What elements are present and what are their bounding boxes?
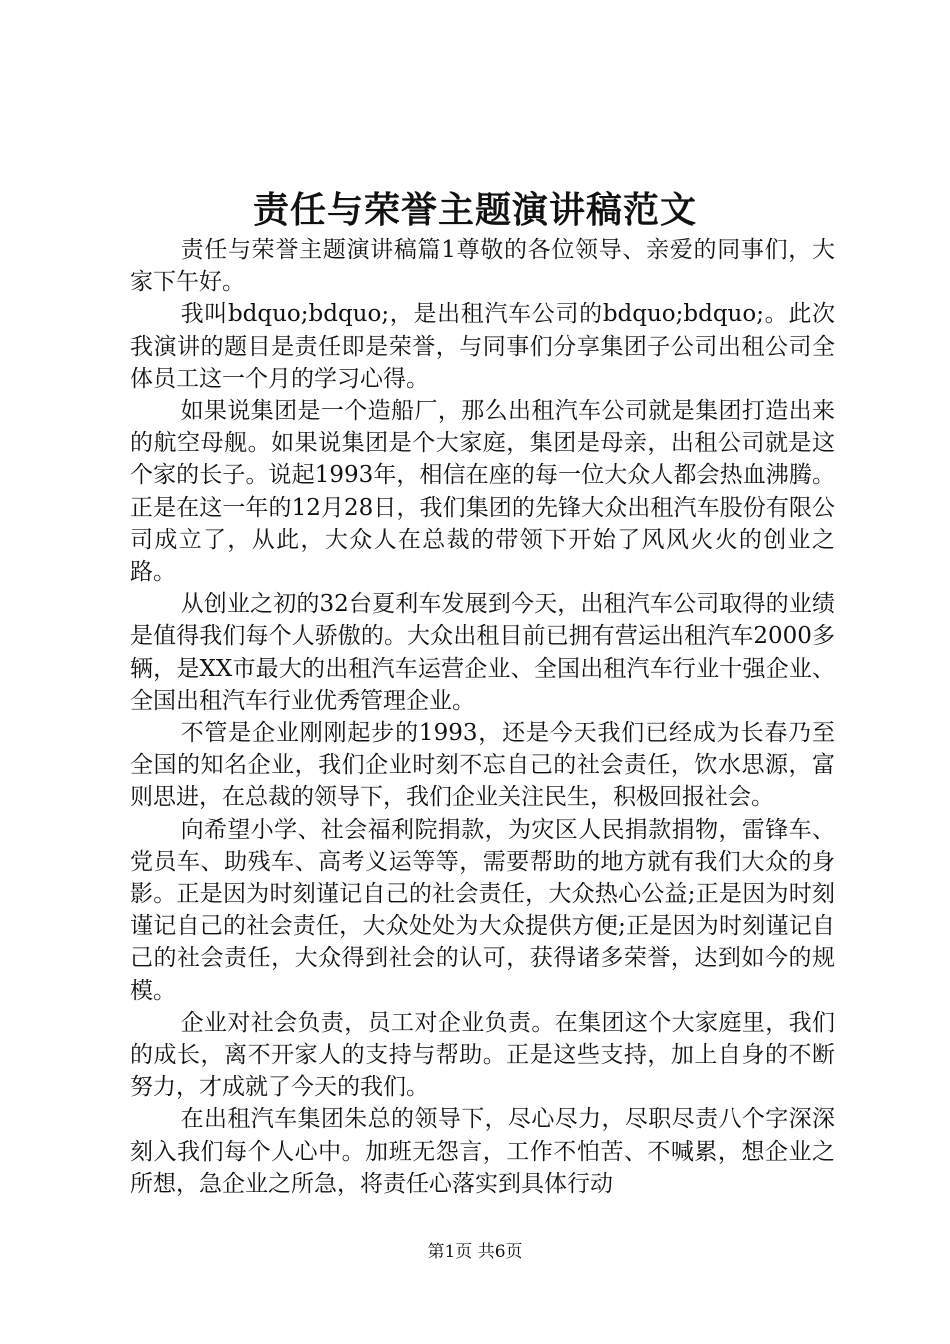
paragraph: 我叫bdquo;bdquo;，是出租汽车公司的bdquo;bdquo;。此次我演讲的题目是责任即是荣誉，与同事们分享集团子公司出租公司全体员工这一个月的学习心得。: [130, 301, 835, 392]
paragraph: 不管是企业刚刚起步的1993，还是今天我们已经成为长春乃至全国的知名企业，我们企业时刻不忘自己的社会责任，饮水思源，富则思进，在总裁的领导下，我们企业关注民生，积极回报社会。: [130, 720, 835, 811]
page-number-footer: 第1页 共6页: [427, 1242, 523, 1262]
document-body: [130, 234, 835, 1200]
paragraph: 从创业之初的32台夏利车发展到今天，出租汽车公司取得的业绩是值得我们每个人骄傲的。大众出租目前已拥有营运出租汽车2000多辆，是XX市最大的出租汽车运营企业、全国出租汽车行业十强企业、全国出租汽车行业优秀管理企业。: [130, 591, 835, 714]
document-title: 责任与荣誉主题演讲稿范文: [252, 189, 697, 231]
paragraph: 在出租汽车集团朱总的领导下，尽心尽力，尽职尽责八个字深深刻入我们每个人心中。加班无怨言，工作不怕苦、不喊累，想企业之所想，急企业之所急，将责任心落实到具体行动: [130, 1106, 835, 1197]
paragraph: 企业对社会负责，员工对企业负责。在集团这个大家庭里，我们的成长，离不开家人的支持与帮助。正是这些支持，加上自身的不断努力，才成就了今天的我们。: [130, 1009, 835, 1101]
paragraph: 向希望小学、社会福利院捐款，为灾区人民捐款捐物，雷锋车、党员车、助残车、高考义运等等，需要帮助的地方就有我们大众的身影。正是因为时刻谨记自己的社会责任，大众热心公益;正是因为时刻谨记自己的社会责任，大众处处为大众提供方便;正是因为时刻谨记自己的社会责任，大众得到社会的认可，获得诸多荣誉，达到如今的规模。: [130, 816, 835, 1004]
paragraph: 责任与荣誉主题演讲稿篇1尊敬的各位领导、亲爱的同事们，大家下午好。: [130, 237, 835, 296]
paragraph: 如果说集团是一个造船厂，那么出租汽车公司就是集团打造出来的航空母舰。如果说集团是个大家庭，集团是母亲，出租公司就是这个家的长子。说起1993年，相信在座的每一位大众人都会热血沸腾。正是在这一年的12月28日，我们集团的先锋大众出租汽车股份有限公司成立了，从此，大众人在总裁的带领下开始了风风火火的创业之路。: [130, 398, 835, 586]
